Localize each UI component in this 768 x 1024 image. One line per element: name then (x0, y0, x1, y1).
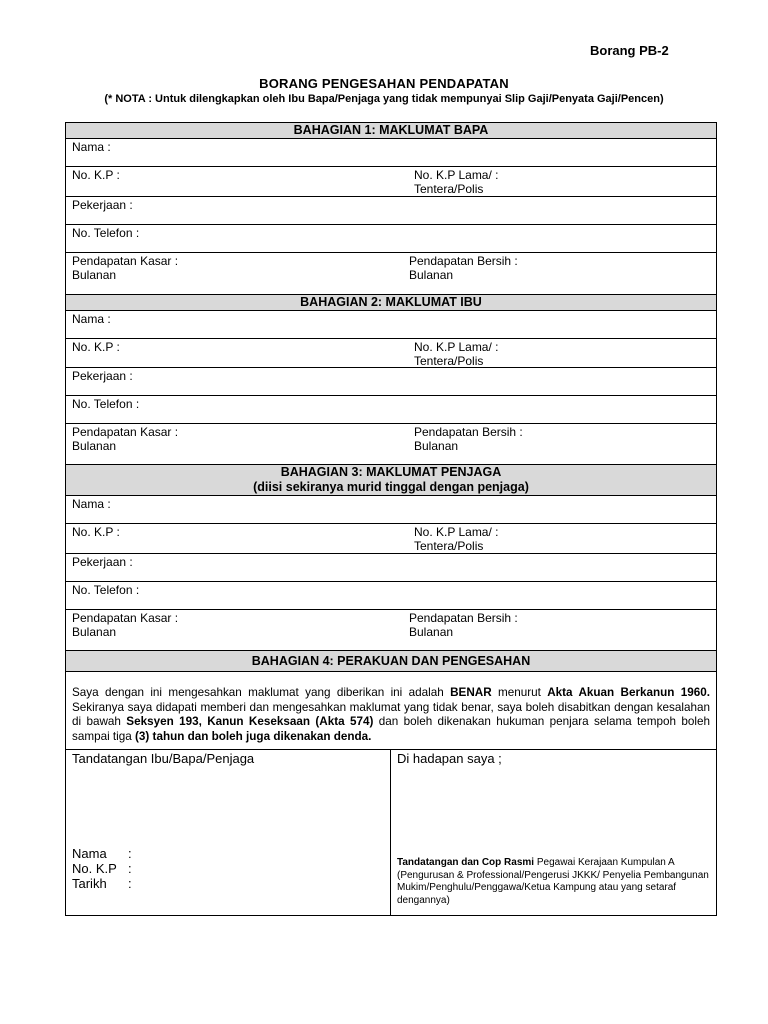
section2-job-row[interactable] (66, 368, 716, 396)
section3-ic-label: No. K.P : (72, 525, 120, 539)
section3-name-label: Nama : (72, 497, 111, 511)
form-table (65, 122, 717, 916)
section3-job-label: Pekerjaan : (72, 555, 133, 569)
section2-ic-old-label: No. K.P Lama/ : Tentera/Polis (414, 340, 499, 368)
section2-job-label: Pekerjaan : (72, 369, 133, 383)
section2-heading: BAHAGIAN 2: MAKLUMAT IBU (66, 295, 716, 311)
section2-name-label: Nama : (72, 312, 111, 326)
sig-name-field[interactable]: Nama : (72, 846, 132, 861)
sig-ic-field[interactable]: No. K.P : (72, 861, 132, 876)
section3-phone-label: No. Telefon : (72, 583, 140, 597)
witness-label: Di hadapan saya ; (397, 751, 502, 766)
section2-phone-label: No. Telefon : (72, 397, 140, 411)
form-note: (* NOTA : Untuk dilengkapkan oleh Ibu Bapa/Penjaga yang tidak mempunyai Slip Gaji/Penyata Gaji/Pencen) (104, 93, 664, 105)
section2-net-label: Pendapatan Bersih : Bulanan (414, 425, 523, 453)
section1-income-row[interactable] (66, 253, 716, 295)
section3-name-row[interactable] (66, 496, 716, 524)
section2-ic-label: No. K.P : (72, 340, 120, 354)
form-code: Borang PB-2 (590, 43, 669, 58)
section3-heading: BAHAGIAN 3: MAKLUMAT PENJAGA (diisi sekiranya murid tinggal dengan penjaga) (66, 465, 716, 496)
section2-gross-label: Pendapatan Kasar : Bulanan (72, 425, 179, 453)
section3-phone-row[interactable] (66, 582, 716, 610)
section1-ic-row[interactable] (66, 167, 716, 197)
official-description: Tandatangan dan Cop Rasmi Pegawai Kerajaan Kumpulan A (Pengurusan & Professional/Pengerusi JKKK/ Penyelia Pembangunan Mukim/Penghulu/Penggawa/Ketua Kampung atau yang setaraf dengannya) (397, 857, 709, 906)
section1-ic-label: No. K.P : (72, 168, 120, 182)
section1-phone-label: No. Telefon : (72, 226, 140, 240)
declaration-text: Saya dengan ini mengesahkan maklumat yang diberikan ini adalah BENAR menurut Akta Akuan Berkanun 1960. Sekiranya saya didapati memberi dan mengesahkan maklumat yang tidak benar, saya boleh disabitkan dengan kesalahan di bawah Seksyen 193, Kanun Keseksaan (Akta 574) dan boleh dikenakan hukuman penjara selama tempoh boleh sampai tiga (3) tahun dan boleh juga dikenakan denda. (66, 672, 716, 750)
section2-phone-row[interactable] (66, 396, 716, 424)
official-signature-box[interactable] (391, 750, 716, 915)
section3-income-row[interactable] (66, 610, 716, 651)
section3-ic-old-label: No. K.P Lama/ : Tentera/Polis (414, 525, 499, 553)
parent-signature-box[interactable] (66, 750, 391, 915)
section2-ic-row[interactable] (66, 339, 716, 368)
section1-heading: BAHAGIAN 1: MAKLUMAT BAPA (66, 123, 716, 139)
section3-gross-label: Pendapatan Kasar : Bulanan (72, 611, 179, 639)
signature-area (66, 750, 716, 915)
section3-job-row[interactable] (66, 554, 716, 582)
section2-income-row[interactable] (66, 424, 716, 465)
section1-job-label: Pekerjaan : (72, 198, 133, 212)
section2-name-row[interactable] (66, 311, 716, 339)
section1-phone-row[interactable] (66, 225, 716, 253)
section1-job-row[interactable] (66, 197, 716, 225)
parent-signature-label: Tandatangan Ibu/Bapa/Penjaga (72, 751, 255, 766)
section1-ic-old-label: No. K.P Lama/ : Tentera/Polis (414, 168, 499, 196)
section1-gross-label: Pendapatan Kasar : Bulanan (72, 254, 179, 282)
section3-ic-row[interactable] (66, 524, 716, 554)
parent-signature-fields (72, 846, 132, 891)
section1-name-row[interactable] (66, 139, 716, 167)
form-title: BORANG PENGESAHAN PENDAPATAN (259, 76, 509, 91)
section1-net-label: Pendapatan Bersih : Bulanan (409, 254, 518, 282)
section4-heading: BAHAGIAN 4: PERAKUAN DAN PENGESAHAN (66, 651, 716, 672)
sig-date-field[interactable]: Tarikh : (72, 876, 132, 891)
section1-name-label: Nama : (72, 140, 111, 154)
section3-net-label: Pendapatan Bersih : Bulanan (409, 611, 518, 639)
